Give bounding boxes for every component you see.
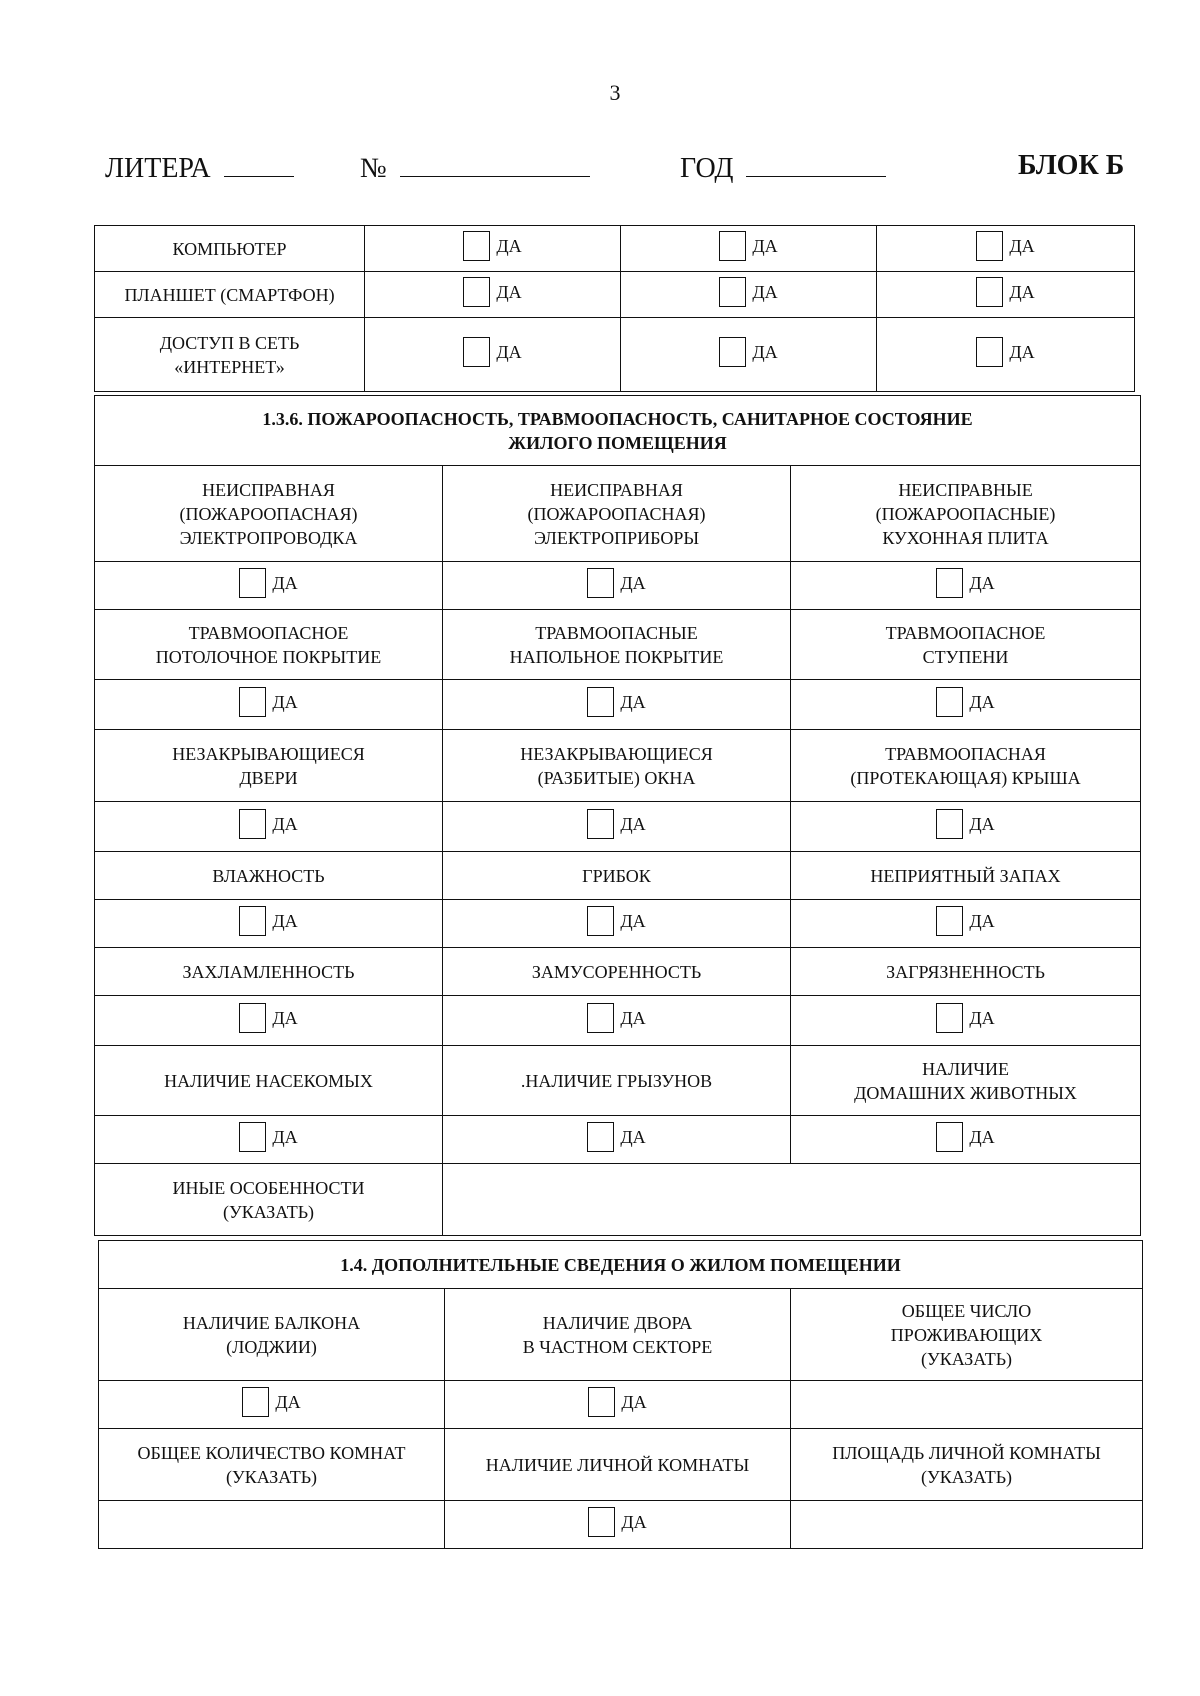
yes-checkbox[interactable] bbox=[239, 1003, 297, 1033]
table-row bbox=[95, 900, 1141, 948]
yes-checkbox[interactable] bbox=[588, 1387, 646, 1417]
block-label: БЛОК Б bbox=[1018, 150, 1125, 181]
yes-label: ДА bbox=[969, 1126, 995, 1147]
litera-label: ЛИТЕРА bbox=[105, 153, 211, 184]
yes-checkbox[interactable] bbox=[976, 231, 1034, 261]
table-row bbox=[95, 272, 1135, 318]
checkbox-box[interactable] bbox=[587, 687, 614, 717]
yes-label: ДА bbox=[752, 281, 778, 302]
yes-label: ДА bbox=[620, 572, 646, 593]
checkbox-box[interactable] bbox=[463, 231, 490, 261]
checkbox-box[interactable] bbox=[936, 809, 963, 839]
table-row bbox=[95, 996, 1141, 1046]
item-label: ВЛАЖНОСТЬ bbox=[95, 852, 443, 900]
yes-label: ДА bbox=[620, 1126, 646, 1147]
item-label: НЕЗАКРЫВАЮЩИЕСЯ (РАЗБИТЫЕ) ОКНА bbox=[443, 730, 791, 802]
yes-label: ДА bbox=[272, 572, 298, 593]
section-title-14: 1.4. ДОПОЛНИТЕЛЬНЫЕ СВЕДЕНИЯ О ЖИЛОМ ПОМЕЩЕНИИ bbox=[99, 1241, 1143, 1289]
table-row bbox=[99, 1381, 1143, 1429]
item-label: ЗАМУСОРЕННОСТЬ bbox=[443, 948, 791, 996]
item-label: НАЛИЧИЕ НАСЕКОМЫХ bbox=[95, 1046, 443, 1116]
yes-checkbox[interactable] bbox=[719, 337, 777, 367]
table-row bbox=[95, 226, 1135, 272]
yes-label: ДА bbox=[496, 235, 522, 256]
checkbox-box[interactable] bbox=[936, 1003, 963, 1033]
yes-label: ДА bbox=[621, 1391, 647, 1412]
table-row bbox=[95, 1164, 1141, 1236]
yes-checkbox[interactable] bbox=[936, 906, 994, 936]
yes-checkbox[interactable] bbox=[463, 277, 521, 307]
checkbox-box[interactable] bbox=[242, 1387, 269, 1417]
yes-checkbox[interactable] bbox=[587, 687, 645, 717]
yes-checkbox[interactable] bbox=[936, 1003, 994, 1033]
table-row bbox=[95, 802, 1141, 852]
page-number: 3 bbox=[609, 80, 621, 105]
checkbox-box[interactable] bbox=[936, 687, 963, 717]
hazards-table bbox=[94, 395, 1141, 1236]
table-row bbox=[95, 1046, 1141, 1116]
yes-label: ДА bbox=[752, 235, 778, 256]
item-label: НЕЗАКРЫВАЮЩИЕСЯ ДВЕРИ bbox=[95, 730, 443, 802]
section-header-row bbox=[99, 1241, 1143, 1289]
table-row bbox=[95, 948, 1141, 996]
table-row bbox=[99, 1501, 1143, 1549]
row-label-internet: ДОСТУП В СЕТЬ «ИНТЕРНЕТ» bbox=[95, 318, 365, 392]
item-label: ЗАГРЯЗНЕННОСТЬ bbox=[791, 948, 1141, 996]
year-field bbox=[680, 150, 886, 185]
item-label: ТРАВМООПАСНОЕ ПОТОЛОЧНОЕ ПОКРЫТИЕ bbox=[95, 610, 443, 680]
table-row bbox=[95, 680, 1141, 730]
yes-checkbox[interactable] bbox=[239, 568, 297, 598]
section-title-136: 1.3.6. ПОЖАРООПАСНОСТЬ, ТРАВМООПАСНОСТЬ, САНИТАРНОЕ СОСТОЯНИЕ ЖИЛОГО ПОМЕЩЕНИЯ bbox=[95, 396, 1141, 466]
yes-checkbox[interactable] bbox=[936, 687, 994, 717]
litera-input-line[interactable] bbox=[224, 150, 294, 177]
checkbox-box[interactable] bbox=[976, 277, 1003, 307]
additional-table bbox=[98, 1240, 1143, 1549]
cb-cell bbox=[877, 226, 1135, 272]
item-label: ЗАХЛАМЛЕННОСТЬ bbox=[95, 948, 443, 996]
other-features-input[interactable] bbox=[443, 1164, 1141, 1236]
checkbox-box[interactable] bbox=[936, 568, 963, 598]
yes-label: ДА bbox=[969, 910, 995, 931]
yes-label: ДА bbox=[969, 572, 995, 593]
yes-checkbox[interactable] bbox=[976, 277, 1034, 307]
yes-checkbox[interactable] bbox=[587, 809, 645, 839]
yes-checkbox[interactable] bbox=[463, 231, 521, 261]
yes-label: ДА bbox=[272, 910, 298, 931]
yes-label: ДА bbox=[272, 691, 298, 712]
checkbox-box[interactable] bbox=[239, 906, 266, 936]
yes-checkbox[interactable] bbox=[588, 1507, 646, 1537]
yes-checkbox[interactable] bbox=[239, 906, 297, 936]
checkbox-box[interactable] bbox=[936, 1122, 963, 1152]
checkbox-box[interactable] bbox=[587, 1122, 614, 1152]
item-label: НЕИСПРАВНЫЕ (ПОЖАРООПАСНЫЕ) КУХОННАЯ ПЛИТА bbox=[791, 466, 1141, 562]
yes-label: ДА bbox=[272, 813, 298, 834]
yes-label: ДА bbox=[1009, 235, 1035, 256]
number-field bbox=[360, 150, 590, 185]
checkbox-box[interactable] bbox=[239, 1003, 266, 1033]
checkbox-box[interactable] bbox=[587, 568, 614, 598]
yes-label: ДА bbox=[969, 691, 995, 712]
table-row bbox=[99, 1289, 1143, 1381]
year-label: ГОД bbox=[680, 153, 734, 184]
item-label: НАЛИЧИЕ ДОМАШНИХ ЖИВОТНЫХ bbox=[791, 1046, 1141, 1116]
yes-checkbox[interactable] bbox=[719, 277, 777, 307]
checkbox-box[interactable] bbox=[976, 231, 1003, 261]
checkbox-box[interactable] bbox=[719, 231, 746, 261]
checkbox-box[interactable] bbox=[239, 568, 266, 598]
checkbox-box[interactable] bbox=[463, 277, 490, 307]
yes-label: ДА bbox=[620, 1007, 646, 1028]
table-row bbox=[95, 466, 1141, 562]
item-label: НЕПРИЯТНЫЙ ЗАПАХ bbox=[791, 852, 1141, 900]
room-area-input[interactable] bbox=[791, 1501, 1143, 1549]
yes-label: ДА bbox=[272, 1126, 298, 1147]
yes-label: ДА bbox=[1009, 281, 1035, 302]
yes-label: ДА bbox=[620, 910, 646, 931]
row-label-tablet: ПЛАНШЕТ (СМАРТФОН) bbox=[95, 272, 365, 318]
yes-checkbox[interactable] bbox=[587, 1003, 645, 1033]
table-row bbox=[95, 610, 1141, 680]
yes-label: ДА bbox=[496, 281, 522, 302]
item-label: ТРАВМООПАСНАЯ (ПРОТЕКАЮЩАЯ) КРЫША bbox=[791, 730, 1141, 802]
yes-checkbox[interactable] bbox=[719, 231, 777, 261]
checkbox-box[interactable] bbox=[239, 1122, 266, 1152]
yes-label: ДА bbox=[1009, 341, 1035, 362]
item-label: НАЛИЧИЕ ЛИЧНОЙ КОМНАТЫ bbox=[445, 1429, 791, 1501]
table-row bbox=[95, 730, 1141, 802]
checkbox-box[interactable] bbox=[587, 809, 614, 839]
yes-label: ДА bbox=[969, 1007, 995, 1028]
checkbox-box[interactable] bbox=[239, 809, 266, 839]
yes-label: ДА bbox=[621, 1511, 647, 1532]
yes-label: ДА bbox=[752, 341, 778, 362]
yes-checkbox[interactable] bbox=[587, 906, 645, 936]
checkbox-box[interactable] bbox=[976, 337, 1003, 367]
yes-checkbox[interactable] bbox=[463, 337, 521, 367]
item-label: ТРАВМООПАСНЫЕ НАПОЛЬНОЕ ПОКРЫТИЕ bbox=[443, 610, 791, 680]
yes-label: ДА bbox=[969, 813, 995, 834]
cb-cell bbox=[621, 226, 877, 272]
item-label: ТРАВМООПАСНОЕ СТУПЕНИ bbox=[791, 610, 1141, 680]
table-row bbox=[95, 1116, 1141, 1164]
section-header-row bbox=[95, 396, 1141, 466]
yes-checkbox[interactable] bbox=[239, 809, 297, 839]
residents-count-input[interactable] bbox=[791, 1381, 1143, 1429]
table-row bbox=[99, 1429, 1143, 1501]
table-row bbox=[95, 562, 1141, 610]
checkbox-box[interactable] bbox=[463, 337, 490, 367]
devices-table bbox=[94, 225, 1135, 392]
yes-checkbox[interactable] bbox=[242, 1387, 300, 1417]
checkbox-box[interactable] bbox=[587, 1003, 614, 1033]
item-label: .НАЛИЧИЕ ГРЫЗУНОВ bbox=[443, 1046, 791, 1116]
yes-label: ДА bbox=[275, 1391, 301, 1412]
rooms-count-input[interactable] bbox=[99, 1501, 445, 1549]
yes-checkbox[interactable] bbox=[239, 1122, 297, 1152]
yes-label: ДА bbox=[272, 1007, 298, 1028]
item-label: НЕИСПРАВНАЯ (ПОЖАРООПАСНАЯ) ЭЛЕКТРОПРОВОДКА bbox=[95, 466, 443, 562]
item-label: ГРИБОК bbox=[443, 852, 791, 900]
row-label-computer: КОМПЬЮТЕР bbox=[95, 226, 365, 272]
table-row bbox=[95, 852, 1141, 900]
number-input-line[interactable] bbox=[400, 150, 590, 177]
item-label: НЕИСПРАВНАЯ (ПОЖАРООПАСНАЯ) ЭЛЕКТРОПРИБОРЫ bbox=[443, 466, 791, 562]
yes-checkbox[interactable] bbox=[587, 568, 645, 598]
checkbox-box[interactable] bbox=[936, 906, 963, 936]
checkbox-box[interactable] bbox=[588, 1387, 615, 1417]
number-label: № bbox=[360, 153, 387, 184]
litera-field bbox=[105, 150, 294, 185]
yes-checkbox[interactable] bbox=[936, 809, 994, 839]
checkbox-box[interactable] bbox=[239, 687, 266, 717]
item-label: ОБЩЕЕ КОЛИЧЕСТВО КОМНАТ (УКАЗАТЬ) bbox=[99, 1429, 445, 1501]
yes-label: ДА bbox=[620, 691, 646, 712]
table-row bbox=[95, 318, 1135, 392]
yes-checkbox[interactable] bbox=[239, 687, 297, 717]
item-label: НАЛИЧИЕ БАЛКОНА (ЛОДЖИИ) bbox=[99, 1289, 445, 1381]
item-label: ОБЩЕЕ ЧИСЛО ПРОЖИВАЮЩИХ (УКАЗАТЬ) bbox=[791, 1289, 1143, 1381]
yes-checkbox[interactable] bbox=[936, 568, 994, 598]
yes-label: ДА bbox=[496, 341, 522, 362]
yes-label: ДА bbox=[620, 813, 646, 834]
yes-checkbox[interactable] bbox=[936, 1122, 994, 1152]
yes-checkbox[interactable] bbox=[976, 337, 1034, 367]
other-features-label: ИНЫЕ ОСОБЕННОСТИ (УКАЗАТЬ) bbox=[95, 1164, 443, 1236]
year-input-line[interactable] bbox=[746, 150, 886, 177]
item-label: ПЛОЩАДЬ ЛИЧНОЙ КОМНАТЫ (УКАЗАТЬ) bbox=[791, 1429, 1143, 1501]
item-label: НАЛИЧИЕ ДВОРА В ЧАСТНОМ СЕКТОРЕ bbox=[445, 1289, 791, 1381]
checkbox-box[interactable] bbox=[719, 277, 746, 307]
checkbox-box[interactable] bbox=[587, 906, 614, 936]
cb-cell bbox=[365, 226, 621, 272]
yes-checkbox[interactable] bbox=[587, 1122, 645, 1152]
checkbox-box[interactable] bbox=[588, 1507, 615, 1537]
checkbox-box[interactable] bbox=[719, 337, 746, 367]
